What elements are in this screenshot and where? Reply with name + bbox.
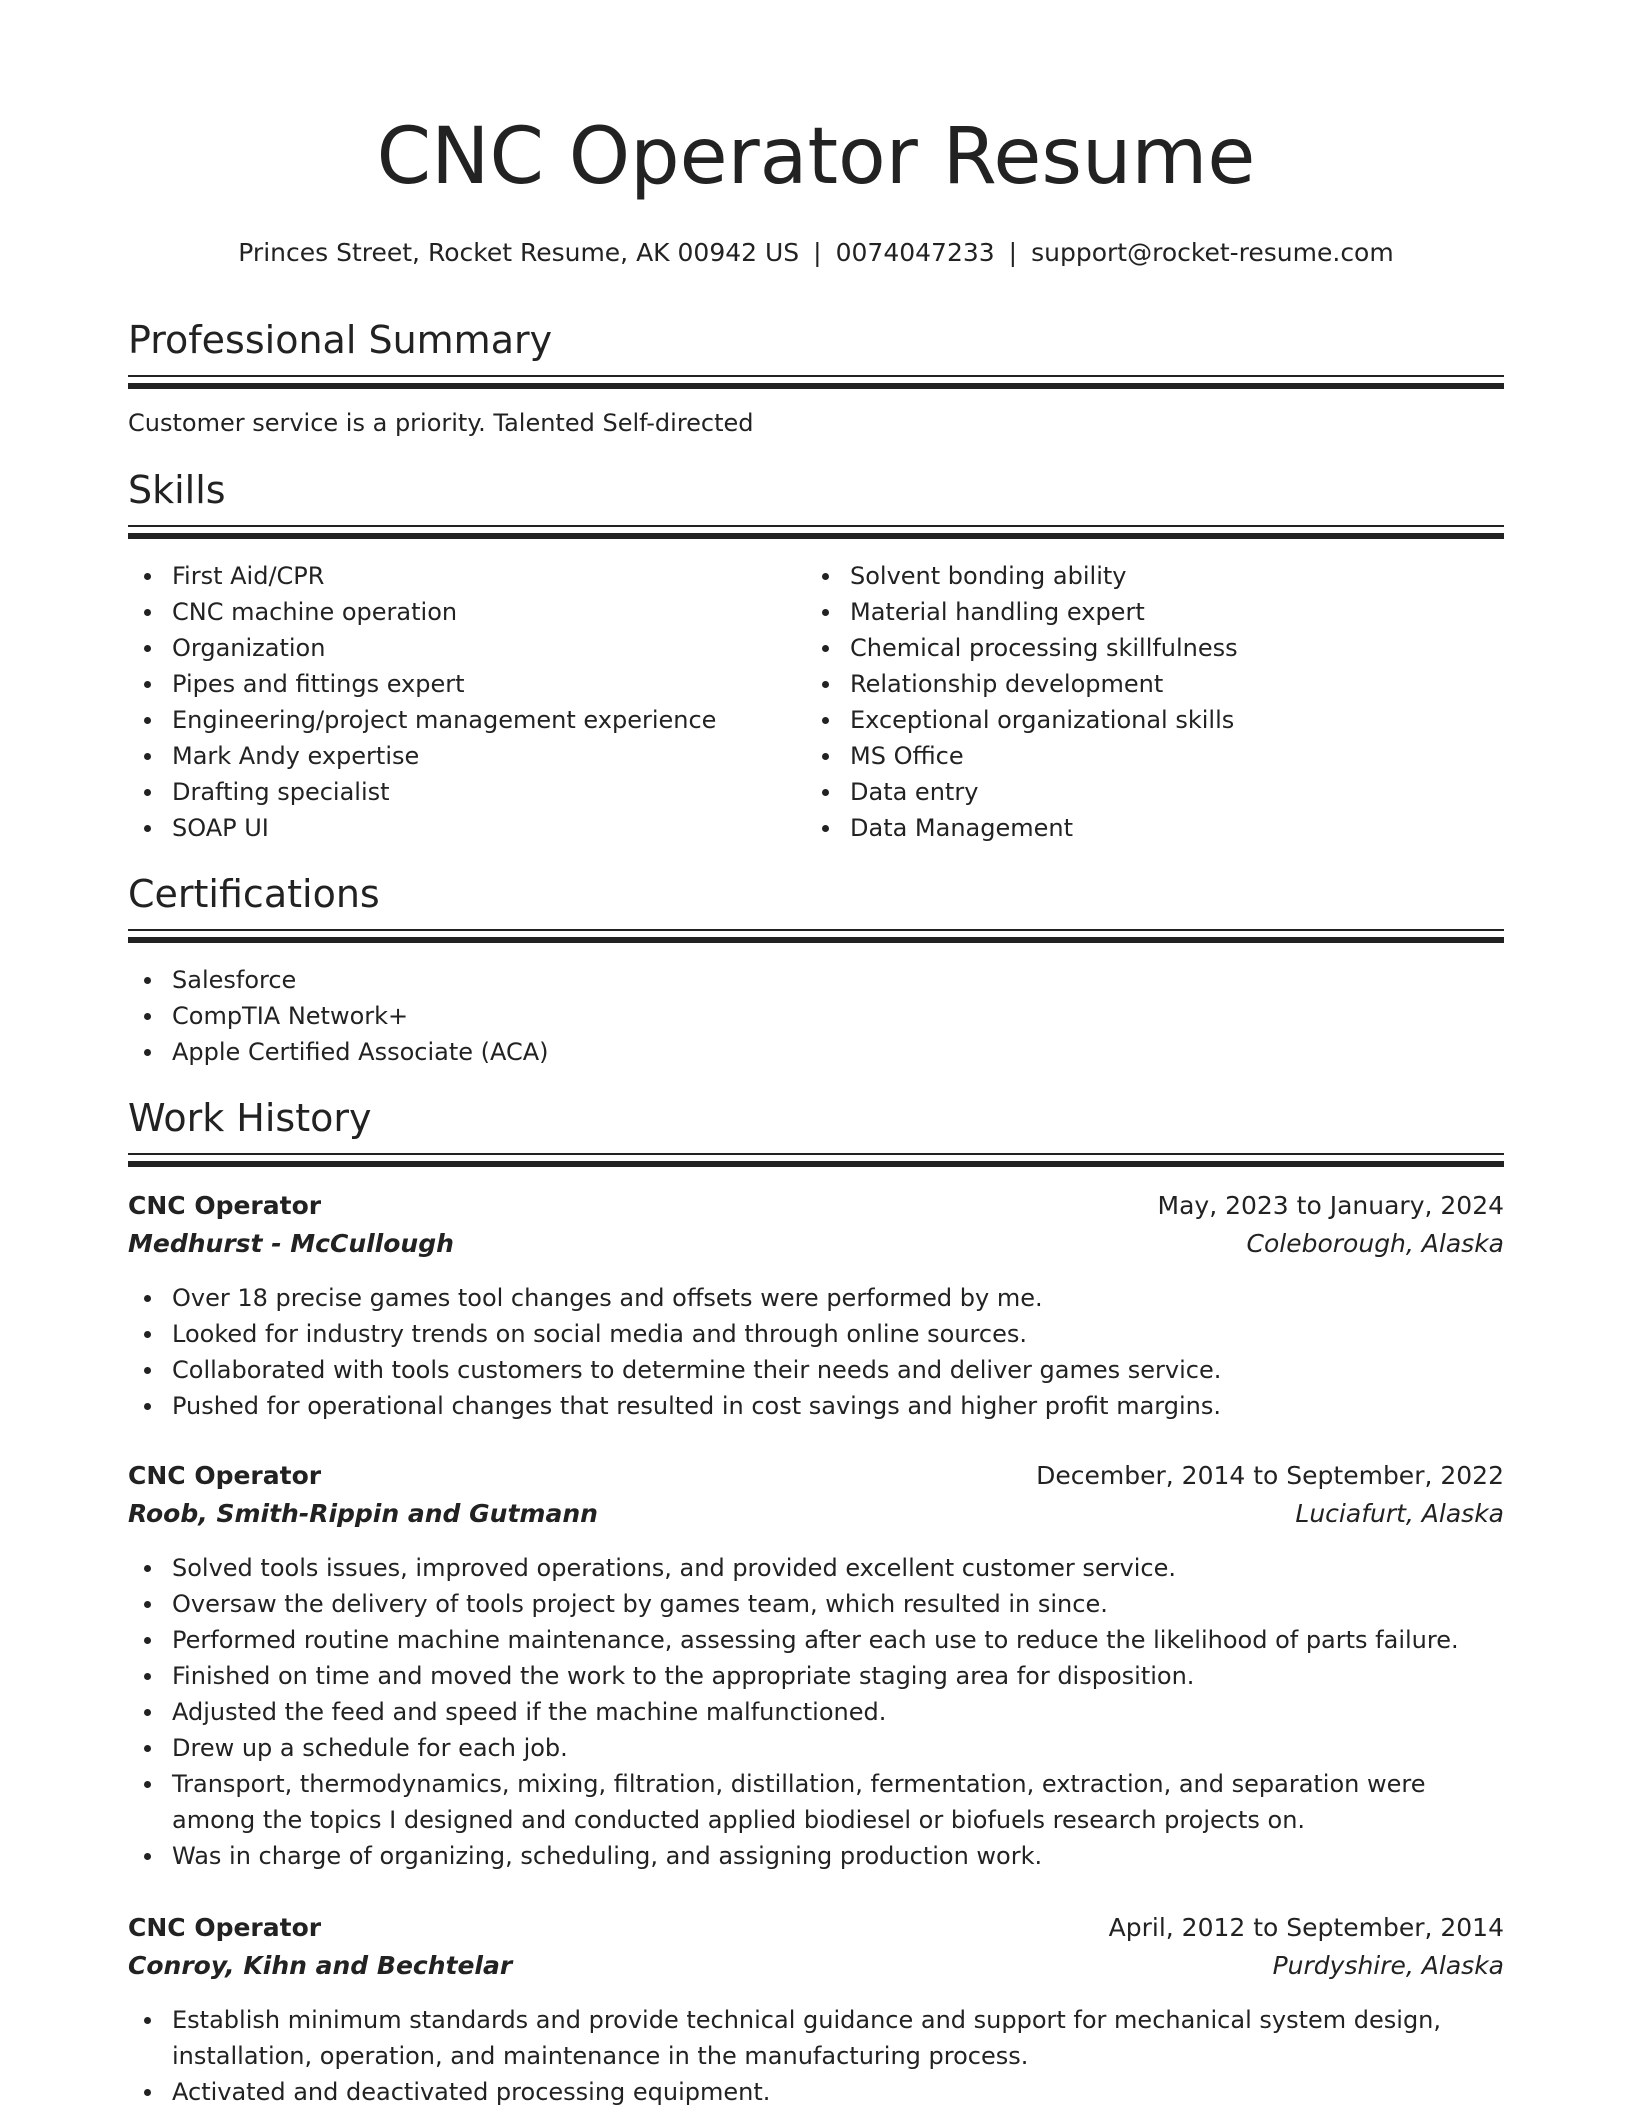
bullet-dot-icon — [822, 753, 829, 760]
summary-heading: Professional Summary — [128, 318, 553, 362]
job-dates: December, 2014 to September, 2022 — [1036, 1461, 1504, 1490]
bullet-dot-icon — [144, 573, 151, 580]
job-bullet-text: Adjusted the feed and speed if the machine malfunctioned. — [172, 1698, 887, 1726]
bullet-dot-icon — [144, 1565, 151, 1572]
skill-item-text: Pipes and fittings expert — [172, 670, 465, 698]
contact-separator: | — [813, 238, 822, 267]
skill-item-text: Data Management — [850, 814, 1074, 842]
job-company: Roob, Smith-Rippin and Gutmann — [128, 1499, 598, 1528]
bullet-dot-icon — [144, 1781, 151, 1788]
job-bullet — [128, 1316, 1504, 1352]
skill-item — [128, 774, 788, 810]
contact-line — [128, 238, 1504, 268]
job-bullet — [128, 1658, 1504, 1694]
skill-item — [806, 702, 1466, 738]
bullet-dot-icon — [144, 681, 151, 688]
job-bullet — [128, 1388, 1504, 1424]
job-location: Coleborough, Alaska — [1246, 1229, 1504, 1258]
skills-left-column — [128, 558, 788, 846]
certification-item — [128, 1034, 1504, 1070]
job-dates: May, 2023 to January, 2024 — [1157, 1191, 1504, 1220]
job-company-row — [128, 1496, 1504, 1533]
bullet-dot-icon — [144, 1673, 151, 1680]
bullet-dot-icon — [144, 1013, 151, 1020]
bullet-dot-icon — [144, 753, 151, 760]
bullet-dot-icon — [144, 1745, 151, 1752]
job-bullet — [128, 1766, 1504, 1838]
contact-phone: 0074047233 — [835, 238, 995, 267]
job-bullet — [128, 1280, 1504, 1316]
job-bullet — [128, 1622, 1504, 1658]
work-history-heading: Work History — [128, 1096, 372, 1140]
job-bullet-list — [128, 1280, 1504, 1424]
certification-item-text: Apple Certified Associate (ACA) — [172, 1038, 549, 1066]
bullet-dot-icon — [144, 645, 151, 652]
skill-item-text: SOAP UI — [172, 814, 269, 842]
job-bullet-list — [128, 1550, 1504, 1874]
bullet-dot-icon — [822, 717, 829, 724]
bullet-dot-icon — [144, 1637, 151, 1644]
job-dates: April, 2012 to September, 2014 — [1108, 1913, 1504, 1942]
certifications-list — [128, 962, 1504, 1070]
job-entry — [128, 1458, 1504, 1874]
bullet-dot-icon — [144, 977, 151, 984]
skills-heading: Skills — [128, 468, 226, 512]
certification-item-text: CompTIA Network+ — [172, 1002, 409, 1030]
contact-email: support@rocket-resume.com — [1031, 238, 1394, 267]
job-bullet — [128, 2002, 1504, 2074]
bullet-dot-icon — [144, 1331, 151, 1338]
job-bullet-text: Finished on time and moved the work to the appropriate staging area for disposition. — [172, 1662, 1195, 1690]
skill-item-text: CNC machine operation — [172, 598, 458, 626]
certification-item — [128, 998, 1504, 1034]
certification-item — [128, 962, 1504, 998]
bullet-dot-icon — [822, 789, 829, 796]
skill-item — [128, 558, 788, 594]
bullet-dot-icon — [144, 825, 151, 832]
certifications-list-wrap — [128, 962, 1504, 1070]
skill-item — [806, 630, 1466, 666]
bullet-dot-icon — [822, 825, 829, 832]
bullet-dot-icon — [822, 681, 829, 688]
job-bullet-text: Oversaw the delivery of tools project by games team, which resulted in since. — [172, 1590, 1108, 1618]
job-company: Conroy, Kihn and Bechtelar — [128, 1951, 513, 1980]
skill-item — [806, 558, 1466, 594]
job-bullet-text: Looked for industry trends on social media and through online sources. — [172, 1320, 1027, 1348]
work-history-rule — [128, 1153, 1504, 1167]
job-bullet-text: Over 18 precise games tool changes and offsets were performed by me. — [172, 1284, 1043, 1312]
bullet-dot-icon — [144, 1709, 151, 1716]
skill-item — [128, 666, 788, 702]
skill-item-text: Solvent bonding ability — [850, 562, 1127, 590]
bullet-dot-icon — [144, 1295, 151, 1302]
skill-item-text: Engineering/project management experience — [172, 706, 717, 734]
job-bullet — [128, 1352, 1504, 1388]
job-bullet-text: Solved tools issues, improved operations, and provided excellent customer service. — [172, 1554, 1176, 1582]
job-bullet-text: Pushed for operational changes that resulted in cost savings and higher profit margins. — [172, 1392, 1221, 1420]
job-location: Purdyshire, Alaska — [1272, 1951, 1504, 1980]
skill-item — [128, 702, 788, 738]
skill-item-text: Chemical processing skillfulness — [850, 634, 1238, 662]
job-location: Luciafurt, Alaska — [1295, 1499, 1504, 1528]
skill-item-text: Mark Andy expertise — [172, 742, 420, 770]
job-bullet-text: Drew up a schedule for each job. — [172, 1734, 568, 1762]
skill-item-text: MS Office — [850, 742, 964, 770]
certifications-heading: Certifications — [128, 872, 380, 916]
summary-text: Customer service is a priority. Talented Self-directed — [128, 409, 754, 437]
skill-item-text: First Aid/CPR — [172, 562, 325, 590]
skills-left-list — [128, 558, 788, 846]
job-entry — [128, 1188, 1504, 1424]
job-company: Medhurst - McCullough — [128, 1229, 454, 1258]
resume-title: CNC Operator Resume — [376, 112, 1256, 202]
job-company-row — [128, 1226, 1504, 1263]
certification-item-text: Salesforce — [172, 966, 297, 994]
skill-item — [806, 738, 1466, 774]
skill-item — [806, 594, 1466, 630]
bullet-dot-icon — [144, 2017, 151, 2024]
skill-item — [128, 594, 788, 630]
contact-separator: | — [1008, 238, 1018, 267]
job-bullet-list — [128, 2002, 1504, 2110]
job-title: CNC Operator — [128, 1913, 322, 1942]
skill-item — [128, 630, 788, 666]
bullet-dot-icon — [144, 1049, 151, 1056]
job-title: CNC Operator — [128, 1461, 322, 1490]
job-bullet — [128, 1838, 1504, 1874]
contact-address: Princes Street, Rocket Resume, AK 00942 US — [238, 238, 800, 267]
job-bullet — [128, 1730, 1504, 1766]
skill-item-text: Material handling expert — [850, 598, 1145, 626]
job-bullet-text: Establish minimum standards and provide technical guidance and support for mechanical system design, installation, operation, and maintenance in the manufacturing process. — [172, 2006, 1442, 2070]
bullet-dot-icon — [144, 1853, 151, 1860]
skills-right-list — [806, 558, 1466, 846]
skill-item — [128, 810, 788, 846]
skills-right-column — [806, 558, 1466, 846]
bullet-dot-icon — [144, 2089, 151, 2096]
job-bullet-text: Activated and deactivated processing equipment. — [172, 2078, 771, 2106]
skill-item — [806, 666, 1466, 702]
skill-item-text: Exceptional organizational skills — [850, 706, 1235, 734]
skill-item — [806, 810, 1466, 846]
bullet-dot-icon — [144, 1367, 151, 1374]
summary-rule — [128, 375, 1504, 389]
bullet-dot-icon — [144, 717, 151, 724]
skills-rule — [128, 525, 1504, 539]
bullet-dot-icon — [822, 573, 829, 580]
job-bullet-text: Transport, thermodynamics, mixing, filtration, distillation, fermentation, extraction, and separation were among the topics I designed and conducted applied biodiesel or biofuels research projects on. — [172, 1770, 1426, 1834]
bullet-dot-icon — [144, 789, 151, 796]
skill-item — [806, 774, 1466, 810]
job-bullet-text: Collaborated with tools customers to determine their needs and deliver games service. — [172, 1356, 1222, 1384]
job-bullet — [128, 1694, 1504, 1730]
job-header-row — [128, 1458, 1504, 1495]
job-title: CNC Operator — [128, 1191, 322, 1220]
skill-item-text: Data entry — [850, 778, 979, 806]
job-bullet-text: Performed routine machine maintenance, assessing after each use to reduce the likelihood of parts failure. — [172, 1626, 1459, 1654]
skill-item-text: Relationship development — [850, 670, 1164, 698]
job-entry — [128, 1910, 1504, 2110]
job-header-row — [128, 1188, 1504, 1225]
job-bullet — [128, 1586, 1504, 1622]
skill-item — [128, 738, 788, 774]
job-bullet — [128, 2074, 1504, 2110]
bullet-dot-icon — [822, 645, 829, 652]
job-bullet — [128, 1550, 1504, 1586]
bullet-dot-icon — [144, 1403, 151, 1410]
job-header-row — [128, 1910, 1504, 1947]
bullet-dot-icon — [822, 609, 829, 616]
certifications-rule — [128, 929, 1504, 943]
bullet-dot-icon — [144, 609, 151, 616]
job-company-row — [128, 1948, 1504, 1985]
skill-item-text: Organization — [172, 634, 326, 662]
skill-item-text: Drafting specialist — [172, 778, 390, 806]
bullet-dot-icon — [144, 1601, 151, 1608]
job-bullet-text: Was in charge of organizing, scheduling, and assigning production work. — [172, 1842, 1043, 1870]
